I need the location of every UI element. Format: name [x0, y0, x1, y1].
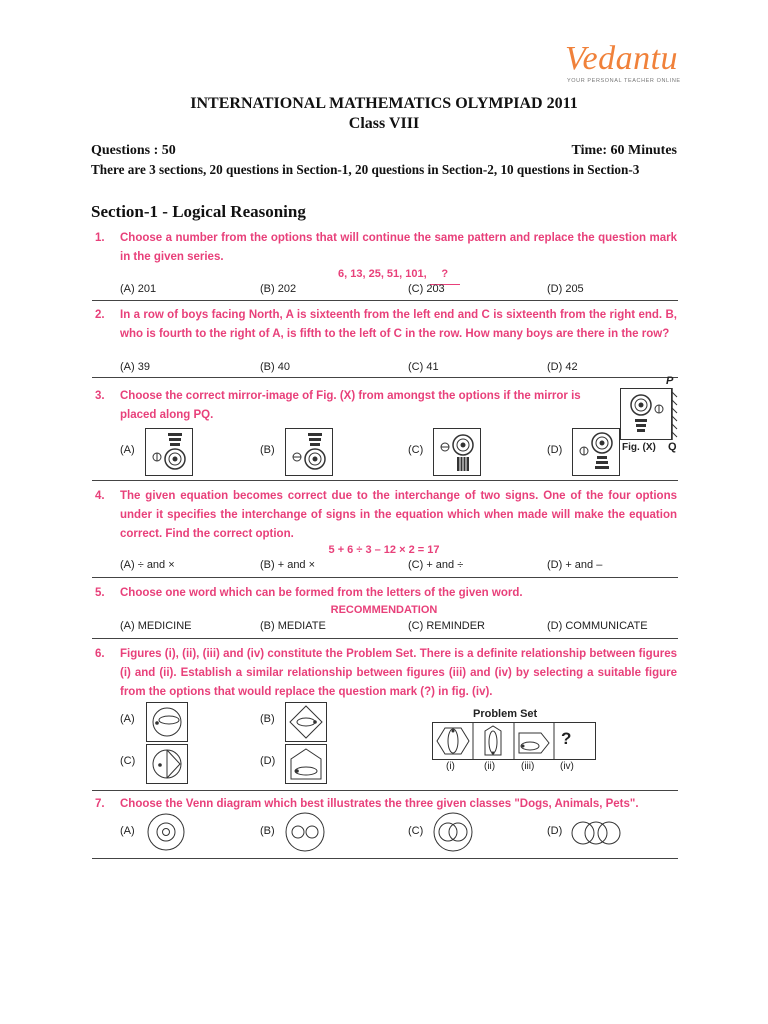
- mirror-line: [671, 388, 679, 440]
- question-count: Questions : 50: [91, 143, 176, 158]
- question-number: 6.: [95, 648, 105, 660]
- missing-figure-mark: ?: [561, 729, 572, 748]
- divider: [92, 858, 678, 859]
- sections-note: There are 3 sections, 20 questions in Section-1, 20 questions in Section-2, 10 questions in Section-3: [91, 162, 640, 177]
- problem-option-d-shape: [286, 745, 326, 783]
- venn-option-c[interactable]: [432, 812, 474, 852]
- problem-set: [432, 722, 596, 760]
- mirror-q-label: Q: [668, 441, 677, 453]
- option-b-label: (B): [260, 444, 275, 456]
- divider: [92, 638, 678, 639]
- option-a-figure[interactable]: [145, 428, 193, 476]
- series-blank: ?: [430, 265, 460, 285]
- mirror-figure-a: [146, 429, 192, 475]
- problem-set-title: Problem Set: [473, 708, 538, 720]
- exam-time: Time: 60 Minutes: [571, 143, 677, 158]
- question-number: 3.: [95, 390, 105, 402]
- brand-tagline: YOUR PERSONAL TEACHER ONLINE: [567, 78, 681, 84]
- option-d[interactable]: (D) + and –: [547, 559, 603, 571]
- option-d[interactable]: (D) 42: [547, 361, 578, 373]
- option-a-label: (A): [120, 444, 135, 456]
- option-b-label: (B): [260, 825, 275, 837]
- option-d[interactable]: (D) COMMUNICATE: [547, 620, 648, 632]
- equation: 5 + 6 ÷ 3 – 12 × 2 = 17: [328, 544, 440, 556]
- option-c-label: (C): [120, 755, 136, 767]
- brand-logo-text: Vedantu: [565, 40, 679, 77]
- mirror-figure-b: [286, 429, 332, 475]
- option-a-figure[interactable]: [146, 702, 188, 742]
- option-b[interactable]: (B) MEDIATE: [260, 620, 326, 632]
- option-b-figure[interactable]: [285, 428, 333, 476]
- question-text: Figures (i), (ii), (iii) and (iv) constitute the Problem Set. There is a definite relationship between figures (i) and (ii). Establish a similar relationship between figures (iii) and (iv) by selecting a suitable figure from the options that would replace the question mark (?) in fig. (iv).: [120, 648, 677, 698]
- question-number: 1.: [95, 232, 105, 244]
- divider: [92, 300, 678, 301]
- problem-fig-label-iv: (iv): [560, 761, 574, 772]
- option-d-label: (D): [547, 825, 563, 837]
- option-b[interactable]: (B) 202: [260, 283, 297, 295]
- question-text: Choose a number from the options that will continue the same pattern and replace the question mark in the given series.: [120, 232, 677, 263]
- fig-x: [620, 388, 672, 440]
- divider: [92, 377, 678, 378]
- option-d-figure[interactable]: [572, 428, 620, 476]
- question-series: [338, 265, 460, 285]
- question-text: Choose the correct mirror-image of Fig. (X) from amongst the options if the mirror is placed along PQ.: [120, 390, 581, 421]
- option-c[interactable]: (C) 41: [408, 361, 439, 373]
- option-c[interactable]: (C) REMINDER: [408, 620, 485, 632]
- question-number: 2.: [95, 309, 105, 321]
- fig-x-label: Fig. (X): [622, 442, 656, 453]
- question-number: 4.: [95, 490, 105, 502]
- option-a[interactable]: (A) 39: [120, 361, 150, 373]
- option-d-label: (D): [260, 755, 276, 767]
- question-text: The given equation becomes correct due to the interchange of two signs. One of the four options under it specifies the interchange of signs in the equation which when made will make the equation correct. Find the correct option.: [120, 490, 677, 540]
- question-number: 5.: [95, 587, 105, 599]
- option-b[interactable]: (B) 40: [260, 361, 290, 373]
- option-c-label: (C): [408, 825, 424, 837]
- option-a[interactable]: (A) 201: [120, 283, 157, 295]
- option-b-label: (B): [260, 713, 275, 725]
- exam-class: Class VIII: [348, 115, 420, 132]
- option-c[interactable]: (C) 203: [408, 283, 445, 295]
- problem-option-c-shape: [147, 745, 187, 783]
- given-word: RECOMMENDATION: [330, 604, 438, 616]
- section-title: Section-1 - Logical Reasoning: [91, 202, 306, 221]
- question-text: Choose one word which can be formed from the letters of the given word.: [120, 587, 523, 599]
- problem-fig-label-i: (i): [446, 761, 455, 772]
- fig-x-drawing: [621, 389, 671, 439]
- option-c-figure[interactable]: [146, 744, 188, 784]
- option-c-label: (C): [408, 444, 424, 456]
- question-number: 7.: [95, 798, 105, 810]
- problem-fig-label-iii: (iii): [521, 761, 535, 772]
- venn-option-a[interactable]: [146, 812, 186, 852]
- question-text: Choose the Venn diagram which best illustrates the three given classes "Dogs, Animals, Pets".: [120, 798, 639, 810]
- option-a[interactable]: (A) MEDICINE: [120, 620, 192, 632]
- problem-option-b-shape: [286, 703, 326, 741]
- venn-option-d[interactable]: [570, 819, 622, 847]
- mirror-figure-c: [434, 429, 480, 475]
- problem-fig-label-ii: (ii): [484, 761, 496, 772]
- divider: [92, 790, 678, 791]
- divider: [92, 577, 678, 578]
- brand-logo: [565, 40, 685, 85]
- venn-option-b[interactable]: [284, 812, 326, 852]
- option-d[interactable]: (D) 205: [547, 283, 584, 295]
- option-c[interactable]: (C) + and ÷: [408, 559, 464, 571]
- series-values: 6, 13, 25, 51, 101,: [338, 268, 427, 280]
- problem-option-a-shape: [147, 703, 187, 741]
- option-c-figure[interactable]: [433, 428, 481, 476]
- question-text: In a row of boys facing North, A is sixteenth from the left end and C is sixteenth from the right end. B, who is fourth to the right of A, is fifth to the left of C in the row. How many boys are there in the row?: [120, 309, 677, 340]
- divider: [92, 480, 678, 481]
- option-d-figure[interactable]: [285, 744, 327, 784]
- mirror-figure-d: [573, 429, 619, 475]
- option-b[interactable]: (B) + and ×: [260, 559, 316, 571]
- option-a-label: (A): [120, 825, 135, 837]
- exam-title: INTERNATIONAL MATHEMATICS OLYMPIAD 2011: [190, 95, 578, 112]
- option-d-label: (D): [547, 444, 563, 456]
- option-b-figure[interactable]: [285, 702, 327, 742]
- option-a-label: (A): [120, 713, 135, 725]
- mirror-p-label: P: [666, 375, 674, 387]
- option-a[interactable]: (A) ÷ and ×: [120, 559, 175, 571]
